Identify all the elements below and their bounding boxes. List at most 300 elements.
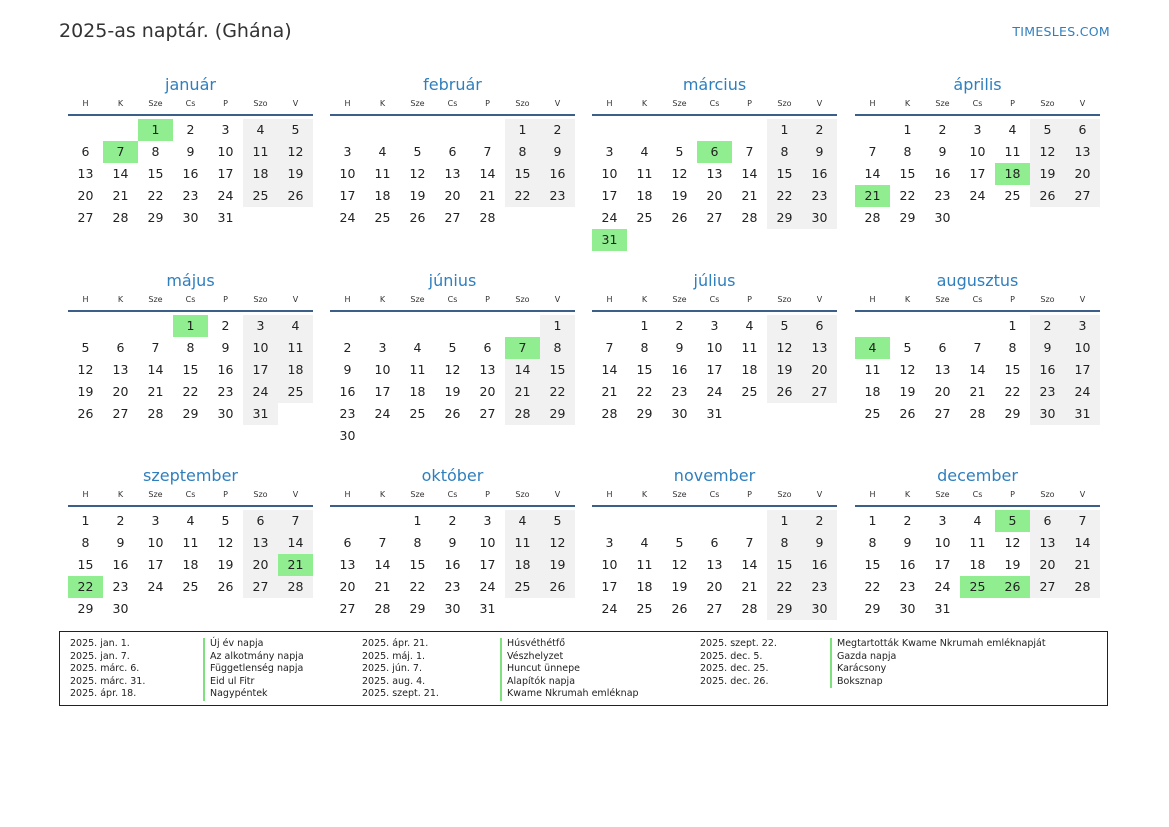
day-cell[interactable]: 24 xyxy=(374,406,391,421)
day-cell[interactable]: 3 xyxy=(378,340,387,355)
day-cell[interactable]: 14 xyxy=(601,362,618,377)
day-cell[interactable]: 25 xyxy=(1004,188,1021,203)
day-cell[interactable]: 19 xyxy=(767,359,802,381)
day-cell[interactable]: 30 xyxy=(671,406,688,421)
day-cell[interactable]: 24 xyxy=(217,188,234,203)
day-cell[interactable]: 11 xyxy=(969,535,986,550)
day-cell[interactable]: 24 xyxy=(1065,381,1100,403)
day-cell[interactable]: 7 xyxy=(745,535,754,550)
holiday-day-cell[interactable]: 25 xyxy=(960,576,995,598)
day-cell[interactable]: 24 xyxy=(243,381,278,403)
day-cell[interactable]: 27 xyxy=(934,406,951,421)
day-cell[interactable]: 13 xyxy=(77,166,94,181)
day-cell[interactable]: 27 xyxy=(802,381,837,403)
day-cell[interactable]: 15 xyxy=(182,362,199,377)
brand-logo[interactable]: TIMESLES.COM xyxy=(1012,24,1110,39)
holiday-day-cell[interactable]: 18 xyxy=(995,163,1030,185)
day-cell[interactable]: 26 xyxy=(444,406,461,421)
day-cell[interactable]: 15 xyxy=(540,359,575,381)
day-cell[interactable]: 8 xyxy=(505,141,540,163)
day-cell[interactable]: 13 xyxy=(706,166,723,181)
day-cell[interactable]: 23 xyxy=(934,188,951,203)
day-cell[interactable]: 27 xyxy=(706,601,723,616)
day-cell[interactable]: 31 xyxy=(243,403,278,425)
day-cell[interactable]: 16 xyxy=(339,384,356,399)
day-cell[interactable]: 6 xyxy=(710,535,719,550)
day-cell[interactable]: 19 xyxy=(409,188,426,203)
day-cell[interactable]: 15 xyxy=(505,163,540,185)
day-cell[interactable]: 14 xyxy=(479,166,496,181)
day-cell[interactable]: 5 xyxy=(448,340,457,355)
day-cell[interactable]: 20 xyxy=(112,384,129,399)
day-cell[interactable]: 27 xyxy=(444,210,461,225)
day-cell[interactable]: 8 xyxy=(81,535,90,550)
day-cell[interactable]: 10 xyxy=(374,362,391,377)
day-cell[interactable]: 17 xyxy=(934,557,951,572)
day-cell[interactable]: 27 xyxy=(479,406,496,421)
day-cell[interactable]: 7 xyxy=(278,510,313,532)
day-cell[interactable]: 4 xyxy=(186,513,195,528)
day-cell[interactable]: 16 xyxy=(182,166,199,181)
day-cell[interactable]: 31 xyxy=(479,601,496,616)
day-cell[interactable]: 25 xyxy=(636,601,653,616)
day-cell[interactable]: 19 xyxy=(671,579,688,594)
day-cell[interactable]: 29 xyxy=(409,601,426,616)
day-cell[interactable]: 5 xyxy=(903,340,912,355)
day-cell[interactable]: 9 xyxy=(938,144,947,159)
day-cell[interactable]: 18 xyxy=(374,188,391,203)
day-cell[interactable]: 9 xyxy=(675,340,684,355)
day-cell[interactable]: 7 xyxy=(745,144,754,159)
day-cell[interactable]: 12 xyxy=(671,557,688,572)
day-cell[interactable]: 10 xyxy=(339,166,356,181)
day-cell[interactable]: 23 xyxy=(1030,381,1065,403)
day-cell[interactable]: 4 xyxy=(243,119,278,141)
day-cell[interactable]: 18 xyxy=(636,579,653,594)
day-cell[interactable]: 13 xyxy=(479,362,496,377)
day-cell[interactable]: 2 xyxy=(343,340,352,355)
day-cell[interactable]: 15 xyxy=(77,557,94,572)
day-cell[interactable]: 14 xyxy=(1065,532,1100,554)
day-cell[interactable]: 23 xyxy=(339,406,356,421)
day-cell[interactable]: 16 xyxy=(112,557,129,572)
day-cell[interactable]: 13 xyxy=(934,362,951,377)
day-cell[interactable]: 28 xyxy=(374,601,391,616)
day-cell[interactable]: 29 xyxy=(899,210,916,225)
day-cell[interactable]: 3 xyxy=(151,513,160,528)
day-cell[interactable]: 25 xyxy=(278,381,313,403)
day-cell[interactable]: 19 xyxy=(77,384,94,399)
day-cell[interactable]: 25 xyxy=(243,185,278,207)
day-cell[interactable]: 23 xyxy=(112,579,129,594)
day-cell[interactable]: 20 xyxy=(802,359,837,381)
day-cell[interactable]: 26 xyxy=(217,579,234,594)
day-cell[interactable]: 18 xyxy=(409,384,426,399)
day-cell[interactable]: 30 xyxy=(802,207,837,229)
day-cell[interactable]: 2 xyxy=(675,318,684,333)
day-cell[interactable]: 31 xyxy=(1065,403,1100,425)
day-cell[interactable]: 22 xyxy=(540,381,575,403)
day-cell[interactable]: 23 xyxy=(899,579,916,594)
day-cell[interactable]: 21 xyxy=(741,579,758,594)
day-cell[interactable]: 9 xyxy=(343,362,352,377)
day-cell[interactable]: 11 xyxy=(374,166,391,181)
holiday-day-cell[interactable]: 22 xyxy=(68,576,103,598)
day-cell[interactable]: 29 xyxy=(182,406,199,421)
day-cell[interactable]: 22 xyxy=(182,384,199,399)
day-cell[interactable]: 30 xyxy=(802,598,837,620)
day-cell[interactable]: 18 xyxy=(182,557,199,572)
day-cell[interactable]: 20 xyxy=(1030,554,1065,576)
day-cell[interactable]: 8 xyxy=(186,340,195,355)
day-cell[interactable]: 28 xyxy=(601,406,618,421)
day-cell[interactable]: 28 xyxy=(864,210,881,225)
day-cell[interactable]: 6 xyxy=(802,315,837,337)
day-cell[interactable]: 30 xyxy=(217,406,234,421)
day-cell[interactable]: 18 xyxy=(636,188,653,203)
day-cell[interactable]: 13 xyxy=(1065,141,1100,163)
day-cell[interactable]: 9 xyxy=(540,141,575,163)
day-cell[interactable]: 4 xyxy=(505,510,540,532)
day-cell[interactable]: 2 xyxy=(1030,315,1065,337)
day-cell[interactable]: 25 xyxy=(505,576,540,598)
day-cell[interactable]: 6 xyxy=(81,144,90,159)
day-cell[interactable]: 8 xyxy=(640,340,649,355)
day-cell[interactable]: 13 xyxy=(112,362,129,377)
day-cell[interactable]: 3 xyxy=(710,318,719,333)
day-cell[interactable]: 9 xyxy=(903,535,912,550)
day-cell[interactable]: 21 xyxy=(741,188,758,203)
day-cell[interactable]: 25 xyxy=(741,384,758,399)
day-cell[interactable]: 29 xyxy=(767,207,802,229)
day-cell[interactable]: 12 xyxy=(1030,141,1065,163)
day-cell[interactable]: 25 xyxy=(182,579,199,594)
day-cell[interactable]: 4 xyxy=(640,144,649,159)
day-cell[interactable]: 4 xyxy=(413,340,422,355)
day-cell[interactable]: 16 xyxy=(540,163,575,185)
day-cell[interactable]: 28 xyxy=(505,403,540,425)
day-cell[interactable]: 2 xyxy=(116,513,125,528)
day-cell[interactable]: 2 xyxy=(938,122,947,137)
day-cell[interactable]: 4 xyxy=(745,318,754,333)
day-cell[interactable]: 22 xyxy=(899,188,916,203)
day-cell[interactable]: 7 xyxy=(973,340,982,355)
day-cell[interactable]: 28 xyxy=(1065,576,1100,598)
day-cell[interactable]: 7 xyxy=(868,144,877,159)
day-cell[interactable]: 20 xyxy=(77,188,94,203)
day-cell[interactable]: 13 xyxy=(339,557,356,572)
day-cell[interactable]: 27 xyxy=(77,210,94,225)
day-cell[interactable]: 8 xyxy=(540,337,575,359)
day-cell[interactable]: 15 xyxy=(1004,362,1021,377)
day-cell[interactable]: 28 xyxy=(147,406,164,421)
day-cell[interactable]: 16 xyxy=(1030,359,1065,381)
day-cell[interactable]: 1 xyxy=(767,119,802,141)
day-cell[interactable]: 8 xyxy=(868,535,877,550)
day-cell[interactable]: 18 xyxy=(864,384,881,399)
day-cell[interactable]: 12 xyxy=(671,166,688,181)
day-cell[interactable]: 24 xyxy=(934,579,951,594)
day-cell[interactable]: 20 xyxy=(243,554,278,576)
day-cell[interactable]: 8 xyxy=(151,144,160,159)
day-cell[interactable]: 21 xyxy=(112,188,129,203)
day-cell[interactable]: 17 xyxy=(217,166,234,181)
day-cell[interactable]: 10 xyxy=(479,535,496,550)
day-cell[interactable]: 29 xyxy=(540,403,575,425)
day-cell[interactable]: 3 xyxy=(973,122,982,137)
holiday-day-cell[interactable]: 1 xyxy=(138,119,173,141)
day-cell[interactable]: 6 xyxy=(1065,119,1100,141)
day-cell[interactable]: 11 xyxy=(741,340,758,355)
day-cell[interactable]: 3 xyxy=(483,513,492,528)
day-cell[interactable]: 11 xyxy=(243,141,278,163)
day-cell[interactable]: 9 xyxy=(186,144,195,159)
day-cell[interactable]: 15 xyxy=(767,163,802,185)
day-cell[interactable]: 13 xyxy=(444,166,461,181)
day-cell[interactable]: 24 xyxy=(601,601,618,616)
day-cell[interactable]: 12 xyxy=(1004,535,1021,550)
day-cell[interactable]: 5 xyxy=(221,513,230,528)
day-cell[interactable]: 17 xyxy=(339,188,356,203)
day-cell[interactable]: 5 xyxy=(413,144,422,159)
day-cell[interactable]: 2 xyxy=(540,119,575,141)
day-cell[interactable]: 20 xyxy=(339,579,356,594)
day-cell[interactable]: 5 xyxy=(675,144,684,159)
day-cell[interactable]: 4 xyxy=(278,315,313,337)
day-cell[interactable]: 1 xyxy=(505,119,540,141)
day-cell[interactable]: 12 xyxy=(444,362,461,377)
day-cell[interactable]: 9 xyxy=(448,535,457,550)
day-cell[interactable]: 30 xyxy=(182,210,199,225)
holiday-day-cell[interactable]: 26 xyxy=(995,576,1030,598)
day-cell[interactable]: 6 xyxy=(116,340,125,355)
day-cell[interactable]: 24 xyxy=(601,210,618,225)
day-cell[interactable]: 1 xyxy=(640,318,649,333)
day-cell[interactable]: 17 xyxy=(601,579,618,594)
day-cell[interactable]: 12 xyxy=(217,535,234,550)
day-cell[interactable]: 17 xyxy=(1065,359,1100,381)
day-cell[interactable]: 18 xyxy=(243,163,278,185)
day-cell[interactable]: 29 xyxy=(1004,406,1021,421)
day-cell[interactable]: 12 xyxy=(409,166,426,181)
day-cell[interactable]: 4 xyxy=(973,513,982,528)
day-cell[interactable]: 3 xyxy=(343,144,352,159)
day-cell[interactable]: 21 xyxy=(479,188,496,203)
day-cell[interactable]: 9 xyxy=(116,535,125,550)
day-cell[interactable]: 8 xyxy=(413,535,422,550)
day-cell[interactable]: 20 xyxy=(444,188,461,203)
day-cell[interactable]: 30 xyxy=(899,601,916,616)
day-cell[interactable]: 6 xyxy=(938,340,947,355)
day-cell[interactable]: 6 xyxy=(483,340,492,355)
day-cell[interactable]: 22 xyxy=(505,185,540,207)
day-cell[interactable]: 10 xyxy=(1065,337,1100,359)
day-cell[interactable]: 19 xyxy=(540,554,575,576)
day-cell[interactable]: 16 xyxy=(671,362,688,377)
day-cell[interactable]: 11 xyxy=(278,337,313,359)
day-cell[interactable]: 12 xyxy=(278,141,313,163)
day-cell[interactable]: 3 xyxy=(221,122,230,137)
day-cell[interactable]: 13 xyxy=(802,337,837,359)
day-cell[interactable]: 26 xyxy=(671,601,688,616)
day-cell[interactable]: 29 xyxy=(636,406,653,421)
day-cell[interactable]: 7 xyxy=(151,340,160,355)
day-cell[interactable]: 24 xyxy=(479,579,496,594)
day-cell[interactable]: 25 xyxy=(864,406,881,421)
day-cell[interactable]: 27 xyxy=(1030,576,1065,598)
day-cell[interactable]: 16 xyxy=(444,557,461,572)
holiday-day-cell[interactable]: 5 xyxy=(995,510,1030,532)
day-cell[interactable]: 13 xyxy=(706,557,723,572)
day-cell[interactable]: 26 xyxy=(899,406,916,421)
day-cell[interactable]: 26 xyxy=(671,210,688,225)
day-cell[interactable]: 12 xyxy=(540,532,575,554)
day-cell[interactable]: 11 xyxy=(182,535,199,550)
day-cell[interactable]: 16 xyxy=(217,362,234,377)
day-cell[interactable]: 15 xyxy=(636,362,653,377)
day-cell[interactable]: 19 xyxy=(278,163,313,185)
day-cell[interactable]: 17 xyxy=(601,188,618,203)
day-cell[interactable]: 2 xyxy=(186,122,195,137)
day-cell[interactable]: 9 xyxy=(802,141,837,163)
day-cell[interactable]: 21 xyxy=(601,384,618,399)
day-cell[interactable]: 28 xyxy=(741,601,758,616)
day-cell[interactable]: 29 xyxy=(147,210,164,225)
day-cell[interactable]: 2 xyxy=(903,513,912,528)
day-cell[interactable]: 10 xyxy=(969,144,986,159)
day-cell[interactable]: 1 xyxy=(540,315,575,337)
day-cell[interactable]: 5 xyxy=(767,315,802,337)
day-cell[interactable]: 17 xyxy=(374,384,391,399)
day-cell[interactable]: 31 xyxy=(934,601,951,616)
day-cell[interactable]: 22 xyxy=(767,576,802,598)
day-cell[interactable]: 14 xyxy=(864,166,881,181)
day-cell[interactable]: 20 xyxy=(479,384,496,399)
day-cell[interactable]: 2 xyxy=(448,513,457,528)
day-cell[interactable]: 18 xyxy=(741,362,758,377)
day-cell[interactable]: 12 xyxy=(899,362,916,377)
day-cell[interactable]: 14 xyxy=(741,166,758,181)
day-cell[interactable]: 16 xyxy=(934,166,951,181)
day-cell[interactable]: 20 xyxy=(706,188,723,203)
day-cell[interactable]: 25 xyxy=(636,210,653,225)
holiday-day-cell[interactable]: 21 xyxy=(278,554,313,576)
day-cell[interactable]: 20 xyxy=(1065,163,1100,185)
day-cell[interactable]: 27 xyxy=(112,406,129,421)
day-cell[interactable]: 28 xyxy=(112,210,129,225)
day-cell[interactable]: 26 xyxy=(1030,185,1065,207)
day-cell[interactable]: 19 xyxy=(671,188,688,203)
day-cell[interactable]: 10 xyxy=(217,144,234,159)
holiday-day-cell[interactable]: 1 xyxy=(173,315,208,337)
day-cell[interactable]: 14 xyxy=(147,362,164,377)
holiday-day-cell[interactable]: 7 xyxy=(505,337,540,359)
day-cell[interactable]: 11 xyxy=(409,362,426,377)
day-cell[interactable]: 17 xyxy=(479,557,496,572)
day-cell[interactable]: 19 xyxy=(217,557,234,572)
day-cell[interactable]: 5 xyxy=(540,510,575,532)
day-cell[interactable]: 10 xyxy=(601,557,618,572)
day-cell[interactable]: 18 xyxy=(278,359,313,381)
day-cell[interactable]: 24 xyxy=(706,384,723,399)
day-cell[interactable]: 1 xyxy=(868,513,877,528)
day-cell[interactable]: 29 xyxy=(864,601,881,616)
day-cell[interactable]: 5 xyxy=(81,340,90,355)
day-cell[interactable]: 20 xyxy=(706,579,723,594)
day-cell[interactable]: 9 xyxy=(1030,337,1065,359)
day-cell[interactable]: 12 xyxy=(77,362,94,377)
day-cell[interactable]: 25 xyxy=(374,210,391,225)
day-cell[interactable]: 11 xyxy=(864,362,881,377)
day-cell[interactable]: 1 xyxy=(903,122,912,137)
day-cell[interactable]: 6 xyxy=(343,535,352,550)
day-cell[interactable]: 22 xyxy=(636,384,653,399)
day-cell[interactable]: 7 xyxy=(483,144,492,159)
day-cell[interactable]: 4 xyxy=(378,144,387,159)
day-cell[interactable]: 21 xyxy=(505,381,540,403)
day-cell[interactable]: 25 xyxy=(409,406,426,421)
day-cell[interactable]: 2 xyxy=(221,318,230,333)
day-cell[interactable]: 26 xyxy=(278,185,313,207)
day-cell[interactable]: 15 xyxy=(767,554,802,576)
day-cell[interactable]: 22 xyxy=(147,188,164,203)
day-cell[interactable]: 23 xyxy=(217,384,234,399)
day-cell[interactable]: 6 xyxy=(448,144,457,159)
day-cell[interactable]: 1 xyxy=(1008,318,1017,333)
day-cell[interactable]: 23 xyxy=(444,579,461,594)
day-cell[interactable]: 7 xyxy=(1065,510,1100,532)
day-cell[interactable]: 10 xyxy=(601,166,618,181)
day-cell[interactable]: 15 xyxy=(147,166,164,181)
day-cell[interactable]: 29 xyxy=(767,598,802,620)
day-cell[interactable]: 19 xyxy=(444,384,461,399)
day-cell[interactable]: 17 xyxy=(147,557,164,572)
day-cell[interactable]: 27 xyxy=(339,601,356,616)
day-cell[interactable]: 8 xyxy=(767,532,802,554)
day-cell[interactable]: 17 xyxy=(969,166,986,181)
day-cell[interactable]: 8 xyxy=(1008,340,1017,355)
day-cell[interactable]: 31 xyxy=(706,406,723,421)
day-cell[interactable]: 22 xyxy=(767,185,802,207)
day-cell[interactable]: 15 xyxy=(409,557,426,572)
day-cell[interactable]: 10 xyxy=(243,337,278,359)
day-cell[interactable]: 29 xyxy=(77,601,94,616)
day-cell[interactable]: 30 xyxy=(934,210,951,225)
holiday-day-cell[interactable]: 6 xyxy=(697,141,732,163)
day-cell[interactable]: 16 xyxy=(802,163,837,185)
day-cell[interactable]: 19 xyxy=(1004,557,1021,572)
day-cell[interactable]: 28 xyxy=(278,576,313,598)
day-cell[interactable]: 27 xyxy=(706,210,723,225)
day-cell[interactable]: 27 xyxy=(1065,185,1100,207)
day-cell[interactable]: 14 xyxy=(505,359,540,381)
day-cell[interactable]: 23 xyxy=(802,576,837,598)
day-cell[interactable]: 7 xyxy=(605,340,614,355)
day-cell[interactable]: 27 xyxy=(243,576,278,598)
day-cell[interactable]: 14 xyxy=(741,557,758,572)
day-cell[interactable]: 30 xyxy=(444,601,461,616)
day-cell[interactable]: 3 xyxy=(605,144,614,159)
day-cell[interactable]: 7 xyxy=(378,535,387,550)
day-cell[interactable]: 21 xyxy=(147,384,164,399)
day-cell[interactable]: 18 xyxy=(505,554,540,576)
holiday-day-cell[interactable]: 7 xyxy=(103,141,138,163)
day-cell[interactable]: 19 xyxy=(1030,163,1065,185)
day-cell[interactable]: 13 xyxy=(1030,532,1065,554)
day-cell[interactable]: 21 xyxy=(969,384,986,399)
day-cell[interactable]: 13 xyxy=(243,532,278,554)
day-cell[interactable]: 30 xyxy=(1030,403,1065,425)
